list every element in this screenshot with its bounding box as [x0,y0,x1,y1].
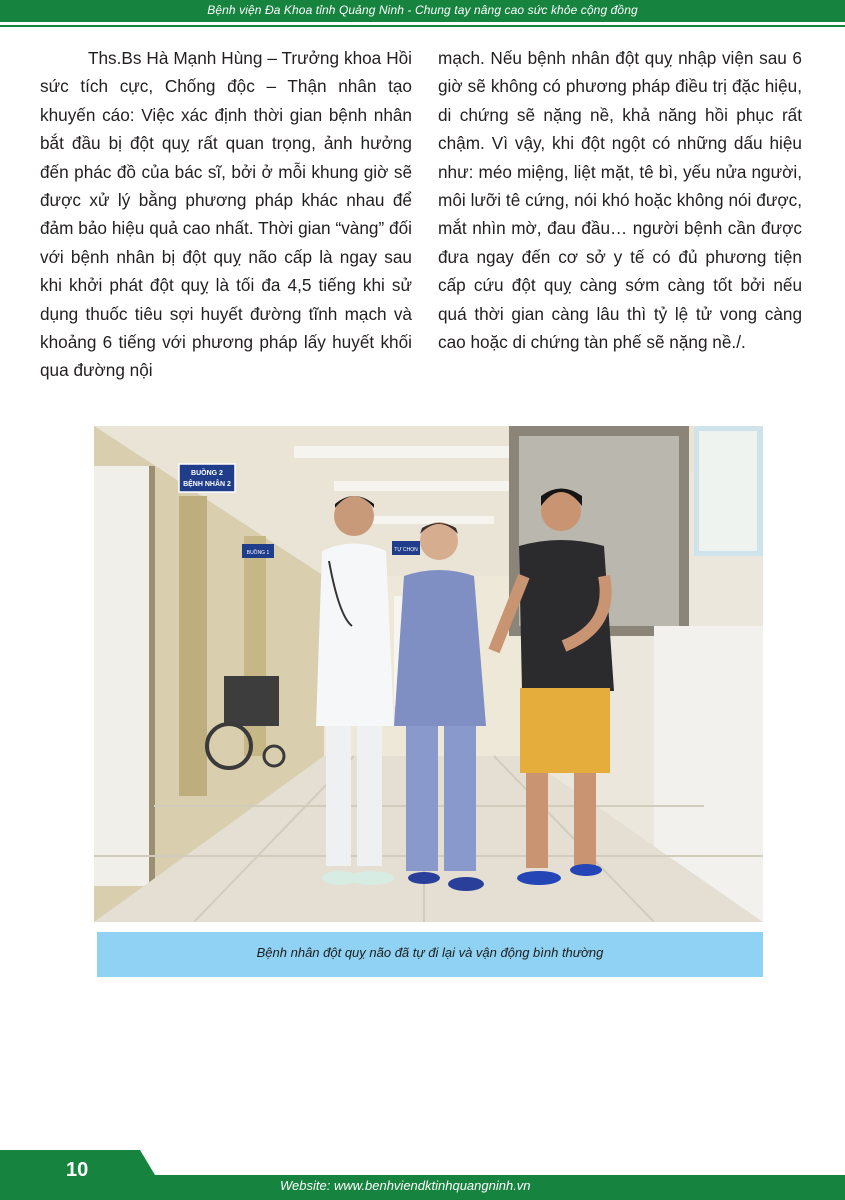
page-number: 10 [66,1159,89,1181]
hospital-corridor-photo [94,426,763,922]
article-right-column [438,44,802,356]
header-divider-green [0,25,845,27]
header-title: Bệnh viện Đa Khoa tỉnh Quảng Ninh - Chung tay nâng cao sức khỏe cộng đồng [207,3,638,17]
article-paragraph-right: mạch. Nếu bệnh nhân đột quỵ nhập viện sau 6 giờ sẽ không có phương pháp điều trị đặc hiệu, di chứng sẽ nặng nề, khả năng hồi phục rất chậm. Vì vậy, khi đột ngột có những dấu hiệu như: méo miệng, liệt mặt, tê bì, yếu nửa người, môi lưỡi tê cứng, nói khó hoặc không nói được, mắt nhìn mờ, đau đầu… người bệnh cần được đưa ngay đến cơ sở y tế có đủ phương tiện cấp cứu đột quỵ càng sớm càng tốt bởi nếu quá thời gian càng lâu thì tỷ lệ tử vong càng cao hoặc di chứng tàn phế sẽ nặng nề./. [438,48,802,353]
photo-caption: Bệnh nhân đột quỵ não đã tự đi lại và vận động bình thường [256,945,604,960]
sign-room-2-line2: BỆNH NHÂN 2 [183,481,231,488]
article-paragraph-left: Ths.Bs Hà Mạnh Hùng – Trưởng khoa Hồi sức tích cực, Chống độc – Thận nhân tạo khuyến cáo: Việc xác định thời gian bệnh nhân bắt đầu bị đột quỵ rất quan trọng, ảnh hưởng đến phác đồ của bác sĩ, bởi ở mỗi khung giờ sẽ được xử lý bằng phương pháp khác nhau để đảm bảo hiệu quả cao nhất. Thời gian “vàng” đối với bệnh nhân bị đột quỵ não cấp là ngay sau khi khởi phát đột quỵ là tối đa 4,5 tiếng khi sử dụng thuốc tiêu sợi huyết đường tĩnh mạch và khoảng 6 tiếng với phương pháp lấy huyết khối qua đường nội [40,48,412,381]
article-left-column [40,44,412,385]
sign-room-1: BUỒNG 1 [246,550,270,556]
footer-website: Website: www.benhviendktinhquangninh.vn [280,1178,531,1193]
photo-caption-box [97,932,763,977]
sign-room-2-line1: BUỒNG 2 [191,470,223,477]
sign-optional: TỰ CHỌN [394,547,418,553]
